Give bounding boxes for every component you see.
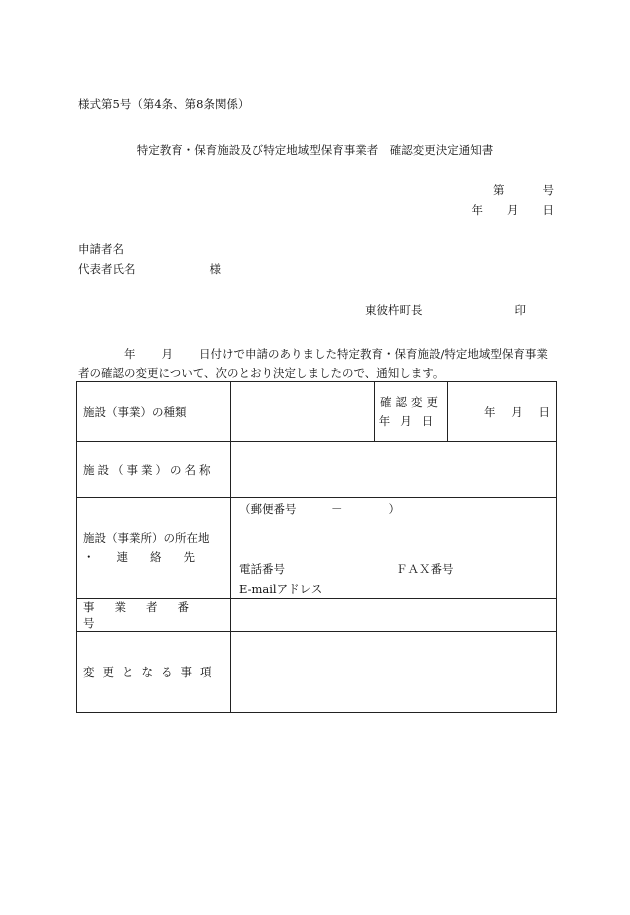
notice-line-1 bbox=[78, 345, 568, 364]
confirm-date-month: 月 bbox=[511, 404, 523, 419]
seal-mark: 印 bbox=[514, 303, 526, 317]
issuer-name: 東彼杵町長 bbox=[365, 303, 423, 317]
document-date-line bbox=[472, 203, 555, 217]
facility-address-label bbox=[77, 498, 231, 599]
facility-name-text: 施設（事業）の名称 bbox=[83, 462, 214, 477]
confirm-change-date-value[interactable] bbox=[448, 382, 557, 442]
facility-type-value[interactable] bbox=[231, 382, 375, 442]
applicant-label: 申請者名 bbox=[78, 242, 124, 256]
confirmation-change-table bbox=[76, 381, 557, 713]
fax-label: ＦＡＸ番号 bbox=[396, 562, 454, 576]
body-year: 年 bbox=[124, 347, 136, 361]
table-row bbox=[77, 442, 557, 498]
confirm-date-parts bbox=[448, 404, 556, 420]
date-month: 月 bbox=[507, 203, 519, 217]
notice-line-2: 者の確認の変更について、次のとおり決定しましたので、通知します。 bbox=[78, 366, 445, 380]
notice-body bbox=[78, 345, 568, 383]
phone-label: 電話番号 bbox=[239, 562, 285, 576]
facility-name-label bbox=[77, 442, 231, 498]
facility-name-value[interactable] bbox=[231, 442, 557, 498]
table-row bbox=[77, 632, 557, 713]
confirm-change-bottom: 年月日 bbox=[378, 413, 444, 428]
email-label: E-mailアドレス bbox=[239, 582, 323, 596]
zip-code-field: （郵便番号 － ） bbox=[239, 502, 400, 516]
changed-items-value[interactable] bbox=[231, 632, 557, 713]
honorific: 様 bbox=[209, 262, 221, 276]
number-gou: 号 bbox=[542, 183, 554, 197]
business-number-label bbox=[77, 599, 231, 632]
table-row bbox=[77, 382, 557, 442]
facility-address-value[interactable] bbox=[231, 498, 557, 599]
changed-items-text: 変更となる事項 bbox=[83, 665, 220, 679]
document-number-line bbox=[493, 183, 554, 197]
date-year: 年 bbox=[471, 203, 483, 217]
issuer-line bbox=[365, 303, 526, 317]
confirm-change-date-label bbox=[375, 382, 448, 442]
representative-line bbox=[78, 262, 221, 276]
confirm-date-year: 年 bbox=[484, 404, 496, 419]
table-row bbox=[77, 498, 557, 599]
business-number-value[interactable] bbox=[231, 599, 557, 632]
confirm-date-day: 日 bbox=[538, 404, 550, 419]
table-row bbox=[77, 599, 557, 632]
facility-type-text: 施設（事業）の種類 bbox=[83, 404, 187, 419]
date-day: 日 bbox=[542, 203, 554, 217]
number-dai: 第 bbox=[493, 183, 505, 197]
form-number: 様式第5号（第4条、第8条関係） bbox=[78, 97, 250, 111]
confirm-change-top: 確認変更 bbox=[380, 394, 442, 409]
body-month: 月 bbox=[161, 347, 173, 361]
business-number-text: 事業者番号 bbox=[83, 600, 209, 630]
document-title: 特定教育・保育施設及び特定地域型保育事業者 確認変更決定通知書 bbox=[136, 143, 494, 157]
body-line1-rest: 日付けで申請のありました特定教育・保育施設/特定地域型保育事業 bbox=[199, 347, 548, 361]
representative-label: 代表者氏名 bbox=[78, 262, 136, 276]
facility-address-line1: 施設（事業所）の所在地 bbox=[83, 531, 210, 545]
changed-items-label bbox=[77, 632, 231, 713]
facility-type-label bbox=[77, 382, 231, 442]
facility-address-line2: ・連絡先 bbox=[83, 550, 217, 564]
